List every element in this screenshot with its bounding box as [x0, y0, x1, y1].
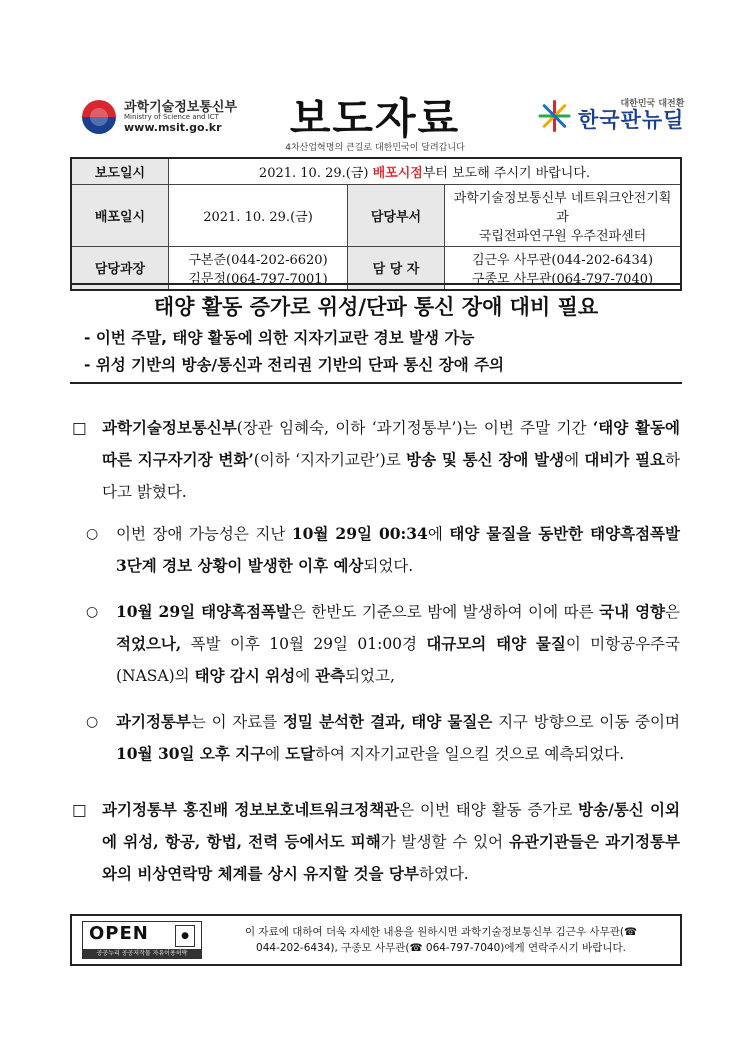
open-license-word: OPEN — [89, 923, 149, 944]
headline-box — [70, 283, 682, 384]
square-bullet-icon: □ — [72, 419, 87, 437]
ministry-name-en: Ministry of Science and ICT — [124, 113, 219, 122]
dept-line: 과학기술정보통신부 네트워크안전기획과 — [453, 190, 672, 225]
dept-line: 국립전파연구원 우주전파센터 — [478, 228, 647, 244]
contact-text — [202, 924, 680, 956]
distribution-date: 2021. 10. 29.(금) — [169, 184, 348, 246]
square-bullet-icon: □ — [72, 801, 87, 819]
new-deal-name: 한국판뉴딜 — [578, 108, 685, 133]
circle-bullet-icon: ○ — [86, 714, 99, 730]
paragraph: ○ 10월 29일 태양흑점폭발은 한반도 기준으로 밤에 발생하여 이에 따른 국내 영향은 적었으나, 폭발 이후 10월 29일 01:00경 대규모의 태양 물질이 미항공우주국(NASA)의 태양 감시 위성에 관측되었고, — [78, 596, 680, 692]
circle-bullet-icon: ○ — [86, 604, 99, 620]
ministry-name-ko: 과학기술정보통신부 — [124, 99, 238, 115]
release-label: 보도일시 — [71, 158, 169, 184]
staff-label: 담 당 자 — [348, 246, 445, 290]
page-title: 보도자료 — [289, 94, 461, 143]
circle-bullet-icon: ○ — [86, 526, 99, 542]
dept-cell — [445, 184, 682, 246]
ministry-url: www.msit.go.kr — [124, 120, 222, 134]
staff-line: 구종모 사무관(064-797-7040) — [471, 271, 654, 287]
release-date: 2021. 10. 29.(금) — [258, 165, 369, 181]
paragraph: ○ 이번 장애 가능성은 지난 10월 29일 00:34에 태양 물질을 동반한 태양흑점폭발 3단계 경보 상황이 발생한 이후 예상되었다. — [78, 518, 680, 582]
manager-label: 담당과장 — [71, 246, 169, 290]
headline-subtitle: - 이번 주말, 태양 활동에 의한 지자기교란 경보 발생 가능 — [84, 329, 475, 347]
new-deal-star-icon — [536, 98, 572, 134]
article-body — [72, 412, 680, 890]
slogan: 4차산업혁명의 큰길로 대한민국이 달려갑니다 — [285, 143, 465, 153]
headline-title: 태양 활동 증가로 위성/단파 통신 장애 대비 필요 — [153, 295, 599, 319]
open-license-caption: 공공누리 공공저작물 자유이용허락 — [83, 949, 201, 958]
paragraph: ○ 과기정통부는 이 자료를 정밀 분석한 결과, 태양 물질은 지구 방향으로 이동 중이며 10월 30일 오후 지구에 도달하여 지자기교란을 일으킬 것으로 예측되었다. — [78, 706, 680, 770]
staff-line: 김근우 사무관(044-202-6434) — [471, 252, 654, 268]
paragraph: □ 과기정통부 홍진배 정보보호네트워크정책관은 이번 태양 활동 증가로 방송/통신 이외에 위성, 항공, 항법, 전력 등에서도 피해가 발생할 수 있어 유관기관들은 과기정통부와의 비상연락망 체계를 상시 유지할 것을 당부하였다. — [72, 794, 680, 890]
new-deal-tagline: 대한민국 대전환 — [620, 98, 685, 109]
korean-new-deal-logo — [536, 98, 684, 134]
manager-line: 구본준(044-202-6620) — [188, 252, 328, 268]
contact-line: 이 자료에 대하여 더욱 자세한 내용을 원하시면 과학기술정보통신부 김근우 사무관(☎ — [244, 926, 638, 938]
release-suffix: 부터 보도해 주시기 바랍니다. — [422, 165, 591, 181]
attribution-icon: ● — [175, 925, 195, 947]
document-header — [0, 0, 750, 153]
paragraph: □ 과학기술정보통신부(장관 임혜숙, 이하 ‘과기정통부’)는 이번 주말 기간 ‘태양 활동에 따른 지구자기장 변화’(이하 ‘지자기교란’)로 방송 및 통신 장애 발생에 대비가 필요하다고 밝혔다. — [72, 412, 680, 508]
distribution-label: 배포일시 — [71, 184, 169, 246]
release-embargo: 배포시점 — [372, 165, 423, 181]
release-cell — [169, 158, 682, 184]
press-info-table — [70, 157, 682, 291]
dept-label: 담당부서 — [348, 184, 445, 246]
open-license-badge — [82, 921, 202, 959]
contact-footer — [70, 914, 682, 966]
headline-subtitle: - 위성 기반의 방송/통신과 전리권 기반의 단파 통신 장애 주의 — [84, 356, 505, 374]
contact-line: 044-202-6434), 구종모 사무관(☎ 064-797-7040)에게 연락주시기 바랍니다. — [256, 942, 626, 954]
manager-line: 김문정(064-797-7001) — [188, 271, 328, 287]
